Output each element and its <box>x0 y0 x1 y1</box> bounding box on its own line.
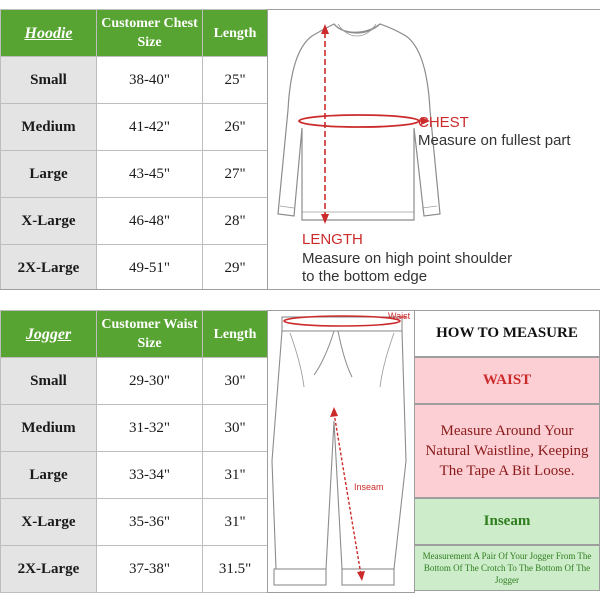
jogger-illustration <box>268 311 414 592</box>
jogger-size-small: Small <box>1 358 97 405</box>
hoodie-chest-xlarge: 46-48" <box>97 198 203 245</box>
waist-heading-box <box>414 357 600 404</box>
chest-label: CHEST <box>418 114 469 131</box>
hoodie-title: Hoodie <box>1 10 97 57</box>
jogger-size-large: Large <box>1 452 97 499</box>
jogger-col-waist-size: Customer Waist Size <box>97 311 203 358</box>
jogger-length-xlarge: 31" <box>203 499 268 546</box>
hoodie-size-table <box>0 9 268 292</box>
waist-instructions-box <box>414 404 600 498</box>
hoodie-length-small: 25" <box>203 57 268 104</box>
inseam-heading: Inseam <box>483 513 531 529</box>
jogger-size-table <box>0 310 268 593</box>
hoodie-length-medium: 26" <box>203 104 268 151</box>
hoodie-chest-medium: 41-42" <box>97 104 203 151</box>
jogger-waist-large: 33-34" <box>97 452 203 499</box>
hoodie-length-2xlarge: 29" <box>203 245 268 292</box>
waist-instructions: Measure Around Your Natural Waistline, Keeping The Tape A Bit Loose. <box>425 423 589 479</box>
how-to-measure-heading <box>414 310 600 357</box>
waist-heading: WAIST <box>482 372 532 388</box>
jogger-col-length: Length <box>203 311 268 358</box>
jogger-length-small: 30" <box>203 358 268 405</box>
length-note-line1: Measure on high point shoulder <box>302 250 513 267</box>
jogger-size-2xlarge: 2X-Large <box>1 546 97 593</box>
inseam-instructions-box <box>414 545 600 591</box>
hoodie-measure-diagram <box>267 9 600 291</box>
hoodie-chest-small: 38-40" <box>97 57 203 104</box>
jogger-size-medium: Medium <box>1 405 97 452</box>
jogger-waist-small: 29-30" <box>97 358 203 405</box>
jogger-length-large: 31" <box>203 452 268 499</box>
hoodie-size-2xlarge: 2X-Large <box>1 245 97 292</box>
waist-label: Waist <box>388 311 411 321</box>
jogger-size-xlarge: X-Large <box>1 499 97 546</box>
hoodie-size-small: Small <box>1 57 97 104</box>
hoodie-size-xlarge: X-Large <box>1 198 97 245</box>
how-to-measure-title: HOW TO MEASURE <box>436 325 578 341</box>
hoodie-length-large: 27" <box>203 151 268 198</box>
jogger-waist-medium: 31-32" <box>97 405 203 452</box>
jogger-outline <box>272 331 406 569</box>
length-label: LENGTH <box>302 231 363 248</box>
jogger-title: Jogger <box>1 311 97 358</box>
jogger-length-medium: 30" <box>203 405 268 452</box>
chest-note: Measure on fullest part <box>418 132 571 149</box>
hoodie-col-chest-size: Customer Chest Size <box>97 10 203 57</box>
inseam-heading-box <box>414 498 600 545</box>
hoodie-col-length: Length <box>203 10 268 57</box>
hoodie-chest-2xlarge: 49-51" <box>97 245 203 292</box>
inseam-instructions: Measurement A Pair Of Your Jogger From The Bottom Of The Crotch To The Bottom Of The Jogger <box>422 551 592 585</box>
jogger-waist-2xlarge: 37-38" <box>97 546 203 593</box>
hoodie-outline <box>278 24 440 220</box>
jogger-waist-xlarge: 35-36" <box>97 499 203 546</box>
section-divider <box>0 289 600 311</box>
jogger-measure-diagram <box>267 310 415 593</box>
inseam-label: Inseam <box>354 482 384 492</box>
hoodie-size-medium: Medium <box>1 104 97 151</box>
jogger-length-2xlarge: 31.5" <box>203 546 268 593</box>
hoodie-illustration <box>268 10 600 290</box>
hoodie-chest-large: 43-45" <box>97 151 203 198</box>
length-note-line2: to the bottom edge <box>302 268 428 285</box>
hoodie-length-xlarge: 28" <box>203 198 268 245</box>
hoodie-size-large: Large <box>1 151 97 198</box>
